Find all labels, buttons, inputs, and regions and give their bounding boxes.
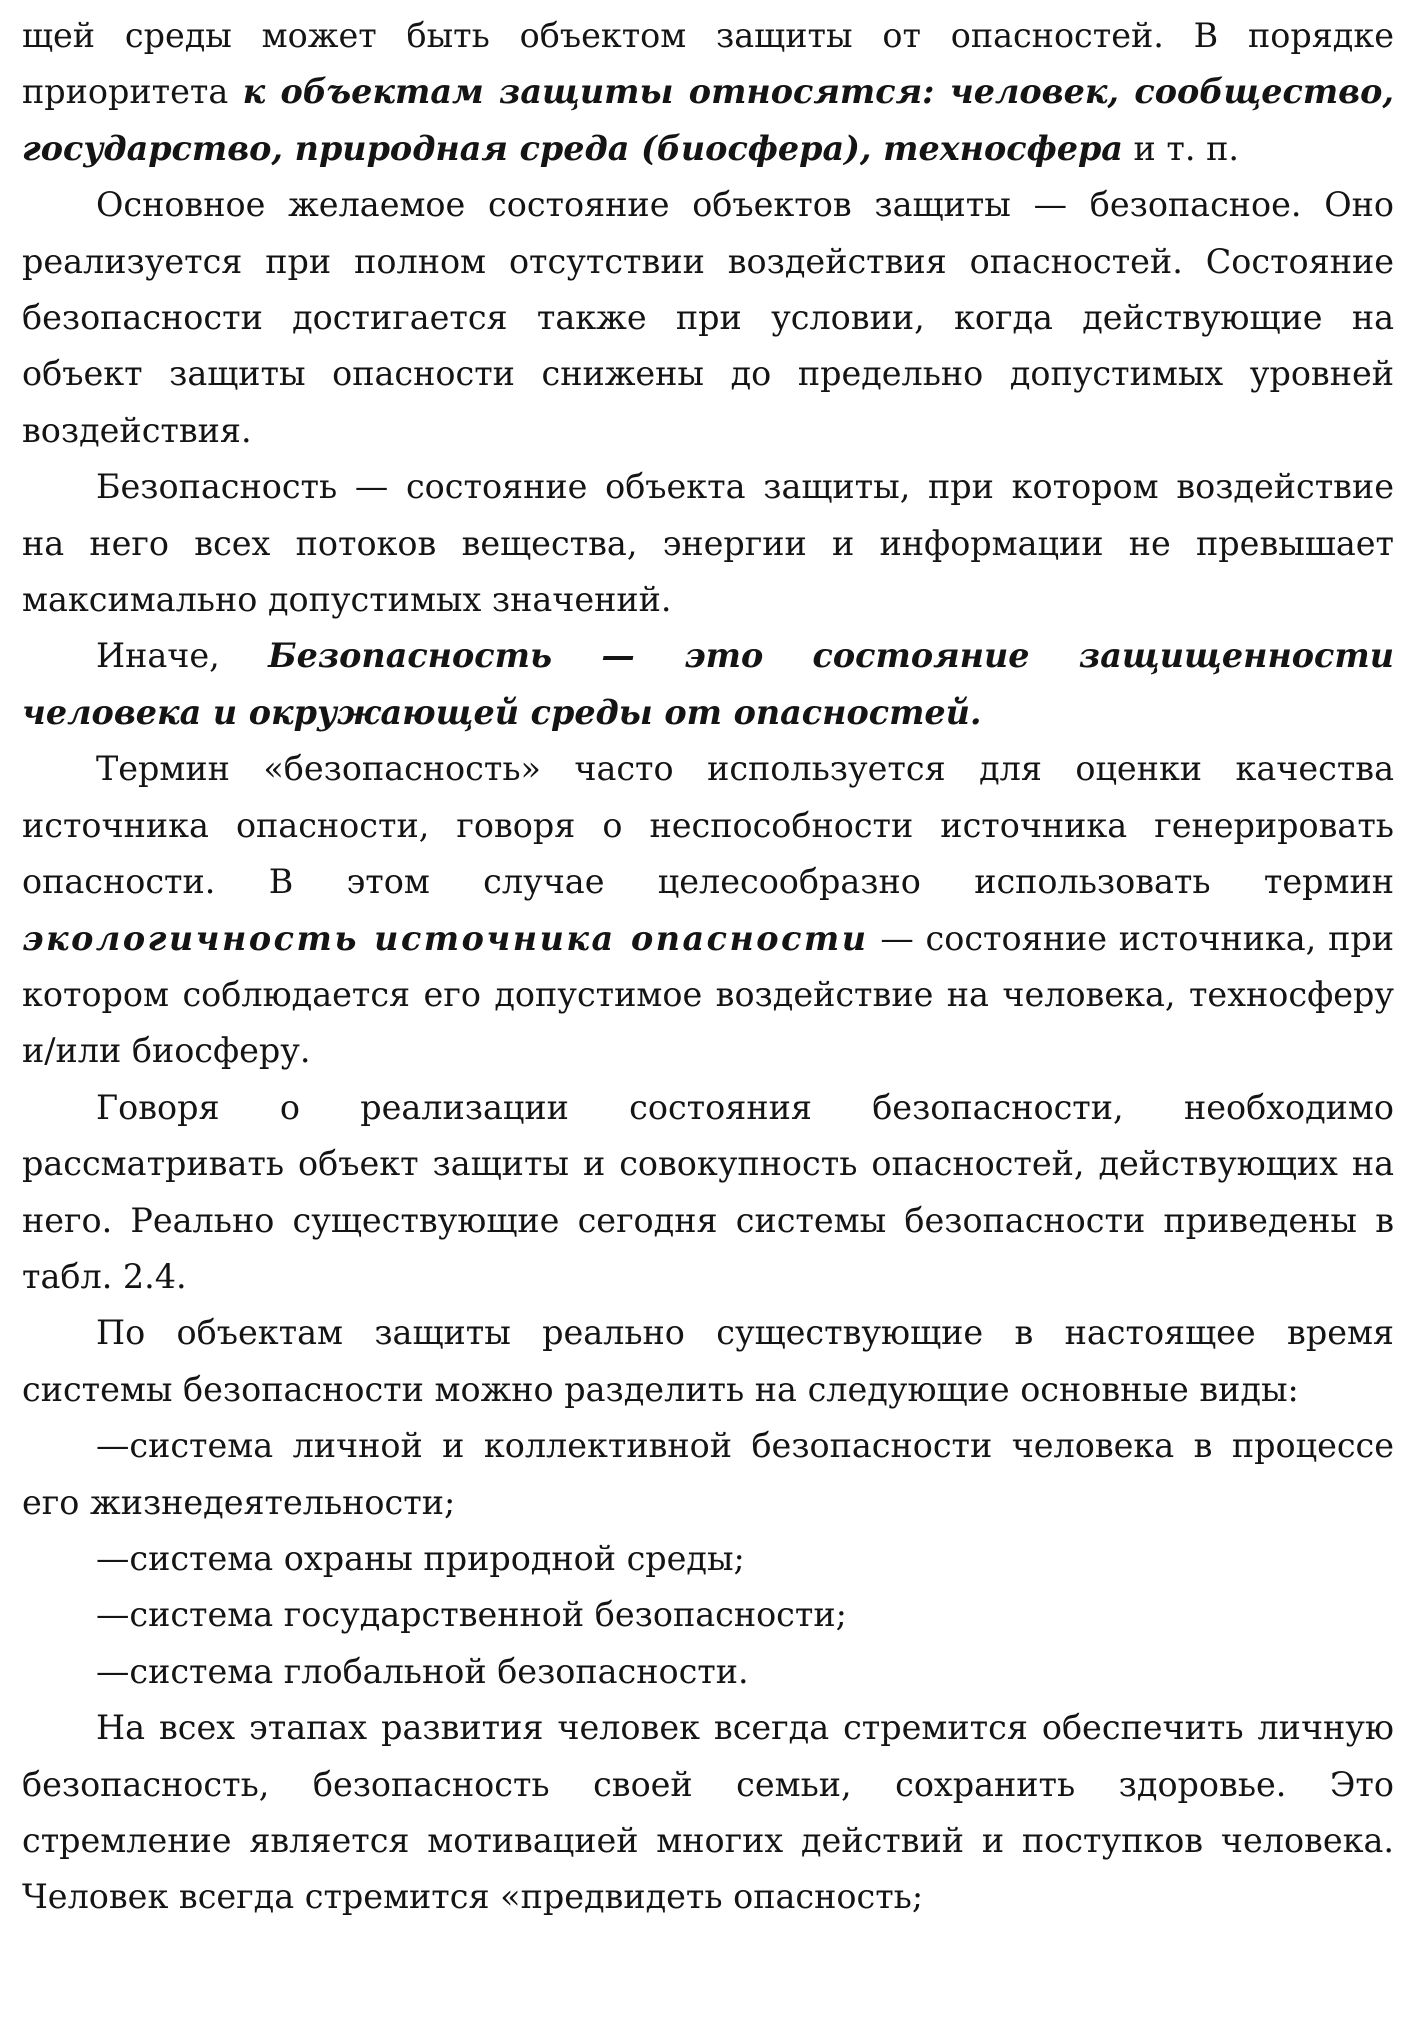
paragraph-objects-text-start: щей среды может быть объектом защиты от опасностей. В порядке приоритета: [22, 16, 1394, 112]
emphasis-objects-of-protection: к объектам защиты относятся: человек, сообщество, государство, природная среда (биосфера), техносфера: [22, 72, 1394, 168]
paragraph-safety-systems: [22, 1080, 1394, 1306]
paragraph-human-striving-text: На всех этапах развития человек всегда стремится обеспечить личную безопасность, безопасность своей семьи, сохранить здоровье. Это стремление является мотивацией многих действий и поступков человека. Человек всегда стремится «предвидеть опасность;: [22, 1708, 1394, 1917]
list-item-global-security-text: —система глобальной безопасности.: [96, 1651, 749, 1691]
list-item-personal-safety-text: —система личной и коллективной безопасности человека в процессе его жизнедеятельности;: [22, 1426, 1394, 1522]
list-item-state-security-text: —система государственной безопасности;: [96, 1595, 847, 1635]
paragraph-desired-state-text: Основное желаемое состояние объектов защиты — безопасное. Оно реализуется при полном отсутствии воздействия опасностей. Состояние безопасности достигается также при условии, когда действующие на объект защиты опасности снижены до предельно допустимых уровней воздействия.: [22, 185, 1394, 450]
paragraph-ecological-text-end: — состояние источника, при котором соблюдается его допустимое воздействие на человека, техносферу и/или биосферу.: [22, 918, 1395, 1071]
paragraph-system-types-text: По объектам защиты реально существующие в настоящее время системы безопасности можно разделить на следующие основные виды:: [22, 1313, 1394, 1409]
paragraph-ecological-text-start: Термин «безопасность» часто используется для оценки качества источника опасности, говоря о неспособности источника генерировать опасности. В этом случае целесообразно использовать термин: [22, 749, 1394, 902]
paragraph-otherwise-lead: Иначе,: [96, 636, 269, 676]
paragraph-objects-of-protection: [22, 8, 1394, 177]
list-item-environment-text: —система охраны природной среды;: [96, 1538, 745, 1578]
paragraph-objects-text-end: и т. п.: [1122, 128, 1239, 168]
list-item-state-security: [22, 1587, 1394, 1643]
paragraph-human-striving: [22, 1700, 1394, 1926]
paragraph-safety-otherwise: [22, 628, 1394, 741]
paragraph-system-types-intro: [22, 1305, 1394, 1418]
list-item-environment-protection: [22, 1531, 1394, 1587]
paragraph-safety-definition: [22, 459, 1394, 628]
paragraph-desired-state: [22, 177, 1394, 459]
list-item-global-security: [22, 1644, 1394, 1700]
list-item-personal-safety: [22, 1418, 1394, 1531]
paragraph-safety-systems-text: Говоря о реализации состояния безопасности, необходимо рассматривать объект защиты и совокупность опасностей, действующих на него. Реально существующие сегодня системы безопасности приведены в табл. 2.4.: [22, 1087, 1394, 1296]
emphasis-safety-definition: Безопасность — это состояние защищенности человека и окружающей среды от опасностей.: [22, 636, 1394, 732]
book-page-text: [22, 8, 1394, 1926]
emphasis-ecological-source: экологичность источника опасности: [22, 918, 869, 958]
paragraph-safety-definition-text: Безопасность — состояние объекта защиты, при котором воздействие на него всех потоков вещества, энергии и информации не превышает максимально допустимых значений.: [22, 467, 1394, 620]
paragraph-ecological-source: [22, 741, 1394, 1079]
